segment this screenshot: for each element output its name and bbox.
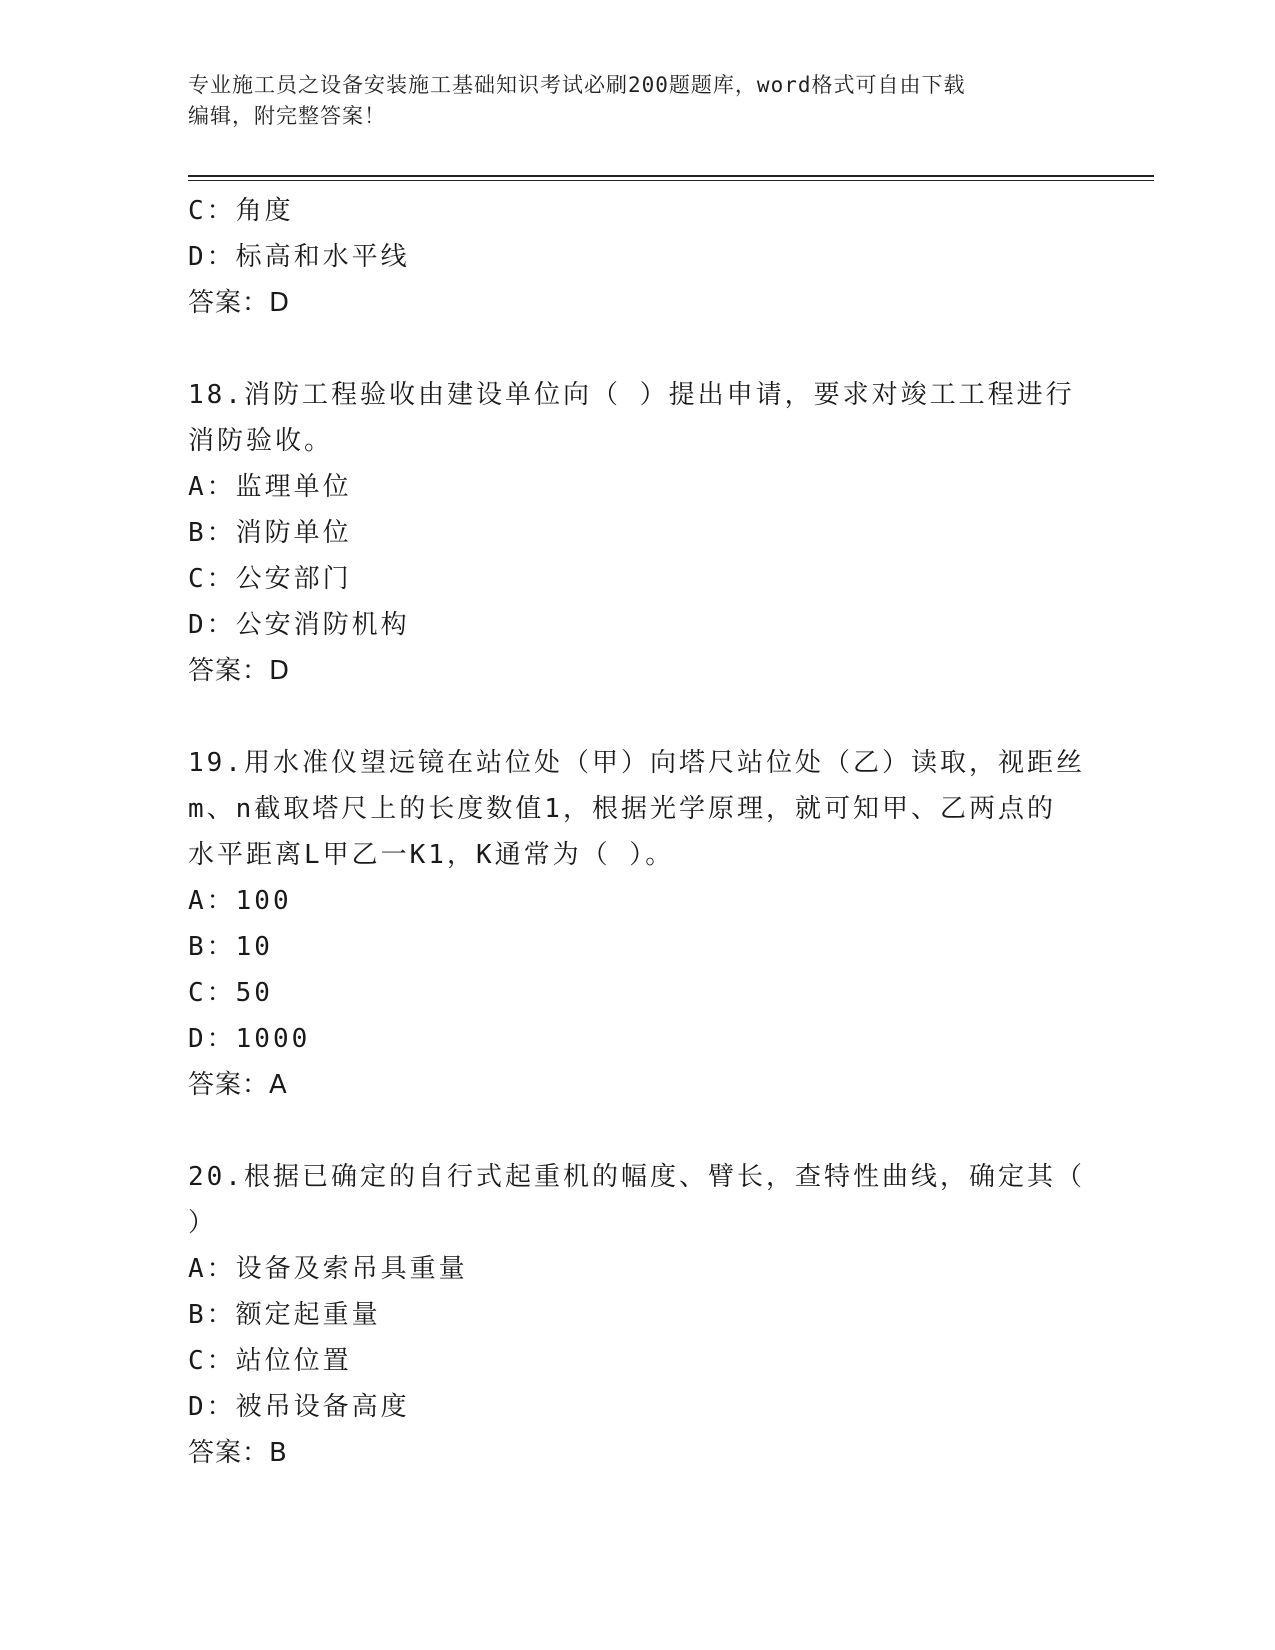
option-d: D：标高和水平线 xyxy=(188,242,410,272)
question-stem-line: 18.消防工程验收由建设单位向（ ）提出申请，要求对竣工工程进行 xyxy=(188,380,1075,410)
spacer xyxy=(188,326,1088,372)
question-18 xyxy=(188,372,1088,694)
spacer xyxy=(188,694,1088,740)
answer-label: 答案：D xyxy=(188,656,291,686)
answer-label: 答案：B xyxy=(188,1438,288,1468)
option-b: B：消防单位 xyxy=(188,518,352,548)
option-a: A：100 xyxy=(188,886,292,916)
option-b: B：10 xyxy=(188,932,273,962)
header-divider-thick xyxy=(188,175,1154,177)
option-c: C：站位位置 xyxy=(188,1346,352,1376)
question-stem-line: 20.根据已确定的自行式起重机的幅度、臂长，查特性曲线，确定其（ xyxy=(188,1162,1085,1192)
option-c: C：50 xyxy=(188,978,273,1008)
header-divider-thin xyxy=(188,180,1154,181)
question-stem-line: ） xyxy=(188,1208,218,1238)
question-stem-line: 水平距离L甲乙一K1，K通常为（ ）。 xyxy=(188,840,675,870)
answer-label: 答案：D xyxy=(188,288,291,318)
question-content xyxy=(188,188,1088,1476)
question-20 xyxy=(188,1154,1088,1476)
option-c: C：角度 xyxy=(188,196,294,226)
question-17-continuation xyxy=(188,188,1088,326)
document-header xyxy=(188,70,1088,132)
option-d: D：公安消防机构 xyxy=(188,610,410,640)
option-a: A：设备及索吊具重量 xyxy=(188,1254,468,1284)
option-d: D：1000 xyxy=(188,1024,311,1054)
answer-label: 答案：A xyxy=(188,1070,288,1100)
option-c: C：公安部门 xyxy=(188,564,352,594)
question-stem-line: 19.用水准仪望远镜在站位处（甲）向塔尺站位处（乙）读取，视距丝 xyxy=(188,748,1085,778)
question-19 xyxy=(188,740,1088,1108)
option-d: D：被吊设备高度 xyxy=(188,1392,410,1422)
question-stem-line: 消防验收。 xyxy=(188,426,334,456)
header-title-line-2: 编辑，附完整答案！ xyxy=(188,104,386,128)
option-b: B：额定起重量 xyxy=(188,1300,381,1330)
spacer xyxy=(188,1108,1088,1154)
question-stem-line: m、n截取塔尺上的长度数值1，根据光学原理，就可知甲、乙两点的 xyxy=(188,794,1056,824)
header-title-line-1: 专业施工员之设备安装施工基础知识考试必刷200题题库，word格式可自由下载 xyxy=(188,73,966,97)
option-a: A：监理单位 xyxy=(188,472,352,502)
